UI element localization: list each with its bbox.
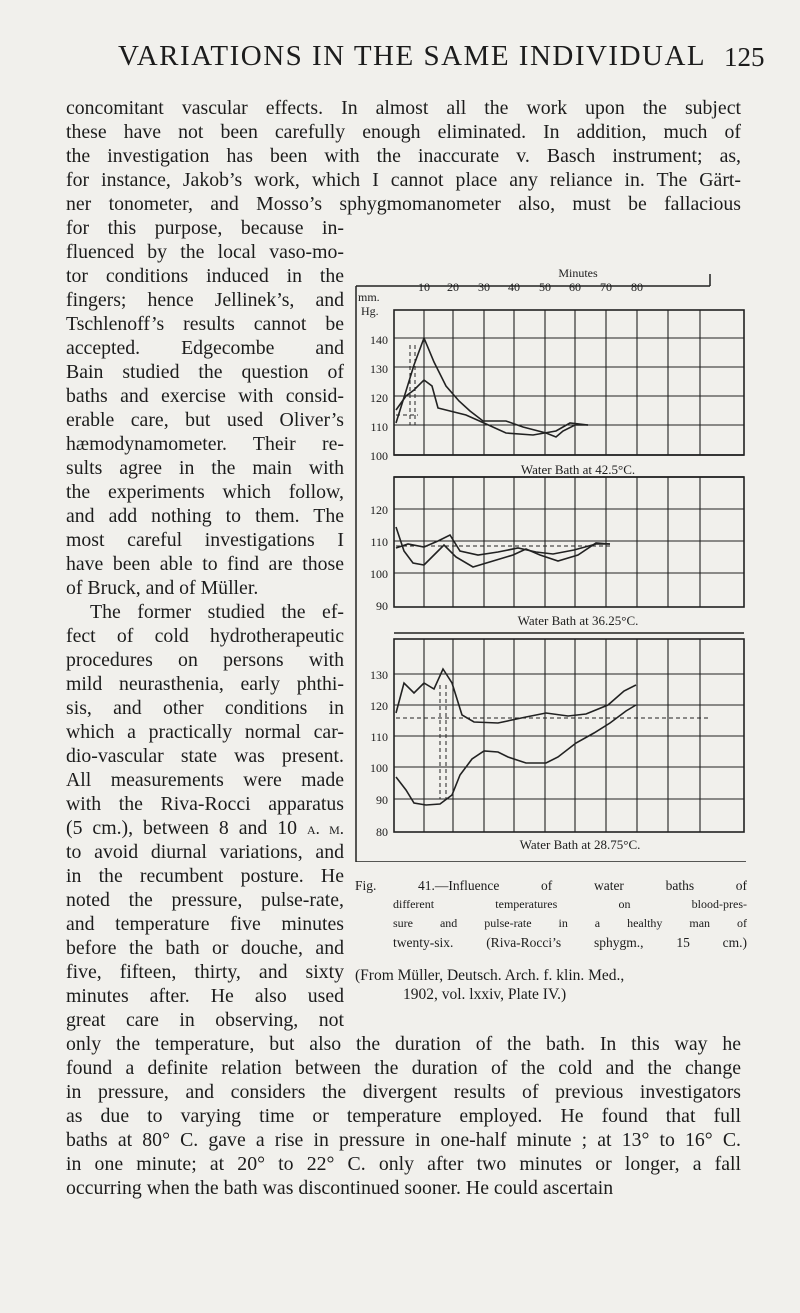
- x-tick-label: 30: [478, 280, 490, 294]
- x-tick-label: 20: [447, 280, 459, 294]
- body-line: and add nothing to them. The: [66, 505, 344, 527]
- x-tick-label: 40: [508, 280, 520, 294]
- body-line: occurring when the bath was discontinued sooner. He could ascertain: [66, 1177, 614, 1199]
- body-line: Bain studied the question of: [66, 361, 344, 383]
- body-line: Tschlenoff’s results cannot be: [66, 313, 344, 335]
- body-line: noted the pressure, pulse-rate,: [66, 889, 344, 911]
- figure-source-line: 1902, vol. lxxiv, Plate IV.): [403, 986, 567, 1003]
- panel-3-label: Water Bath at 28.75°C.: [519, 837, 641, 852]
- body-line: sults agree in the main with: [66, 457, 344, 479]
- figure-caption-line: sure and pulse-rate in a healthy man of: [393, 916, 747, 930]
- blood-pressure-figure: [348, 265, 752, 862]
- body-line: to avoid diurnal variations, and: [66, 841, 344, 863]
- body-line: found a definite relation between the duration of the cold and the change: [66, 1057, 741, 1079]
- body-line: the experiments which follow,: [66, 481, 344, 503]
- panel-1-label: Water Bath at 42.5°C.: [520, 462, 636, 477]
- y-tick-label: 80: [376, 825, 388, 839]
- body-line: sis, and other conditions in: [66, 697, 344, 719]
- body-line: baths at 80° C. gave a rise in pressure in one-half minute ; at 13° to 16° C.: [66, 1129, 741, 1151]
- body-line: hæmodynamometer. Their re-: [66, 433, 344, 455]
- y-tick-label: 100: [370, 761, 388, 775]
- body-line: minutes after. He also used: [66, 985, 344, 1007]
- panel-1-pulse-curve: [396, 380, 588, 435]
- y-tick-label: 90: [376, 599, 388, 613]
- body-line: and temperature five minutes: [66, 913, 344, 935]
- y-tick-label: 100: [370, 449, 388, 463]
- body-line: accepted. Edgecombe and: [66, 337, 344, 359]
- body-line: concomitant vascular effects. In almost all the work upon the subject: [66, 97, 741, 119]
- body-line: only the temperature, but also the duration of the bath. In this way he: [66, 1033, 741, 1055]
- body-line: five, fifteen, thirty, and sixty: [66, 961, 344, 983]
- y-tick-label: 120: [370, 391, 388, 405]
- body-line: great care in observing, not: [66, 1009, 344, 1031]
- running-title: VARIATIONS IN THE SAME INDIVIDUAL: [118, 40, 707, 72]
- panel-2-pulse-curve: [396, 535, 610, 555]
- figure-caption-line: different temperatures on blood-pres-: [393, 897, 747, 911]
- body-line: procedures on persons with: [66, 649, 344, 671]
- panel-1-grid: [394, 310, 744, 455]
- panel-2-frame: [394, 477, 744, 607]
- body-line: mild neurasthenia, early phthi-: [66, 673, 344, 695]
- body-line-text: (5 cm.), between 8 and 10: [66, 817, 308, 839]
- figure-caption-line: twenty-six. (Riva-Rocci’s sphygm., 15 cm.): [393, 935, 747, 950]
- page-number: 125: [724, 42, 765, 72]
- body-line: in one minute; at 20° to 22° C. only after two minutes or longer, a fall: [66, 1153, 741, 1175]
- x-axis-title: Minutes: [558, 266, 598, 280]
- body-line: for this purpose, because in-: [66, 217, 344, 239]
- body-line: the investigation has been with the inaccurate v. Basch instrument; as,: [66, 145, 741, 167]
- x-tick-label: 50: [539, 280, 551, 294]
- panel-2-grid: [394, 477, 744, 607]
- y-tick-label: 110: [370, 730, 388, 744]
- x-tick-label: 70: [600, 280, 612, 294]
- y-tick-label: 90: [376, 793, 388, 807]
- panel-1-frame: [394, 310, 744, 455]
- panel-2-label: Water Bath at 36.25°C.: [517, 613, 639, 628]
- body-line: fingers; hence Jellinek’s, and: [66, 289, 344, 311]
- panel-2-pressure-curve: [396, 527, 610, 567]
- unit-label: Hg.: [361, 304, 379, 318]
- panel-1-pressure-curve: [396, 338, 588, 437]
- body-line: fect of cold hydrotherapeutic: [66, 625, 344, 647]
- body-line: have been able to find are those: [66, 553, 344, 575]
- y-tick-label: 110: [370, 420, 388, 434]
- x-tick-label: 80: [631, 280, 643, 294]
- body-line: All measurements were made: [66, 769, 344, 791]
- y-tick-label: 110: [370, 535, 388, 549]
- body-line: these have not been carefully enough eliminated. In addition, much of: [66, 121, 741, 143]
- body-line: tor conditions induced in the: [66, 265, 344, 287]
- body-line: which a practically normal car-: [66, 721, 344, 743]
- panel-3-pressure-curve: [396, 669, 636, 723]
- body-line: in the recumbent posture. He: [66, 865, 344, 887]
- body-line: before the bath or douche, and: [66, 937, 344, 959]
- body-line: [66, 816, 344, 841]
- body-line: in pressure, and considers the divergent results of previous investigators: [66, 1081, 741, 1103]
- am-abbreviation: a. m.: [307, 819, 344, 838]
- x-tick-label: 60: [569, 280, 581, 294]
- body-line: of Bruck, and of Müller.: [66, 577, 259, 599]
- body-line: erable care, but used Oliver’s: [66, 409, 344, 431]
- body-line: dio-vascular state was present.: [66, 745, 344, 767]
- running-header: [0, 40, 800, 80]
- body-line: ner tonometer, and Mosso’s sphygmomanometer also, must be fallacious: [66, 193, 741, 215]
- y-tick-label: 130: [370, 668, 388, 682]
- unit-label: mm.: [358, 290, 380, 304]
- figure-source-line: (From Müller, Deutsch. Arch. f. klin. Med.,: [355, 967, 625, 984]
- y-tick-label: 140: [370, 333, 388, 347]
- y-tick-label: 120: [370, 503, 388, 517]
- y-tick-label: 130: [370, 362, 388, 376]
- body-line: most careful investigations I: [66, 529, 344, 551]
- figure-caption-line: Fig. 41.—Influence of water baths of: [355, 878, 747, 893]
- x-tick-label: 10: [418, 280, 430, 294]
- body-line: as due to varying time or temperature employed. He found that full: [66, 1105, 741, 1127]
- panel-3-pulse-curve: [396, 705, 636, 805]
- body-line: fluenced by the local vaso-mo-: [66, 241, 344, 263]
- y-tick-label: 100: [370, 567, 388, 581]
- y-tick-label: 120: [370, 699, 388, 713]
- body-line: for instance, Jakob’s work, which I cannot place any reliance in. The Gärt-: [66, 169, 741, 191]
- body-line: baths and exercise with consid-: [66, 385, 344, 407]
- body-line: The former studied the ef-: [90, 601, 344, 623]
- body-line: with the Riva-Rocci apparatus: [66, 793, 344, 815]
